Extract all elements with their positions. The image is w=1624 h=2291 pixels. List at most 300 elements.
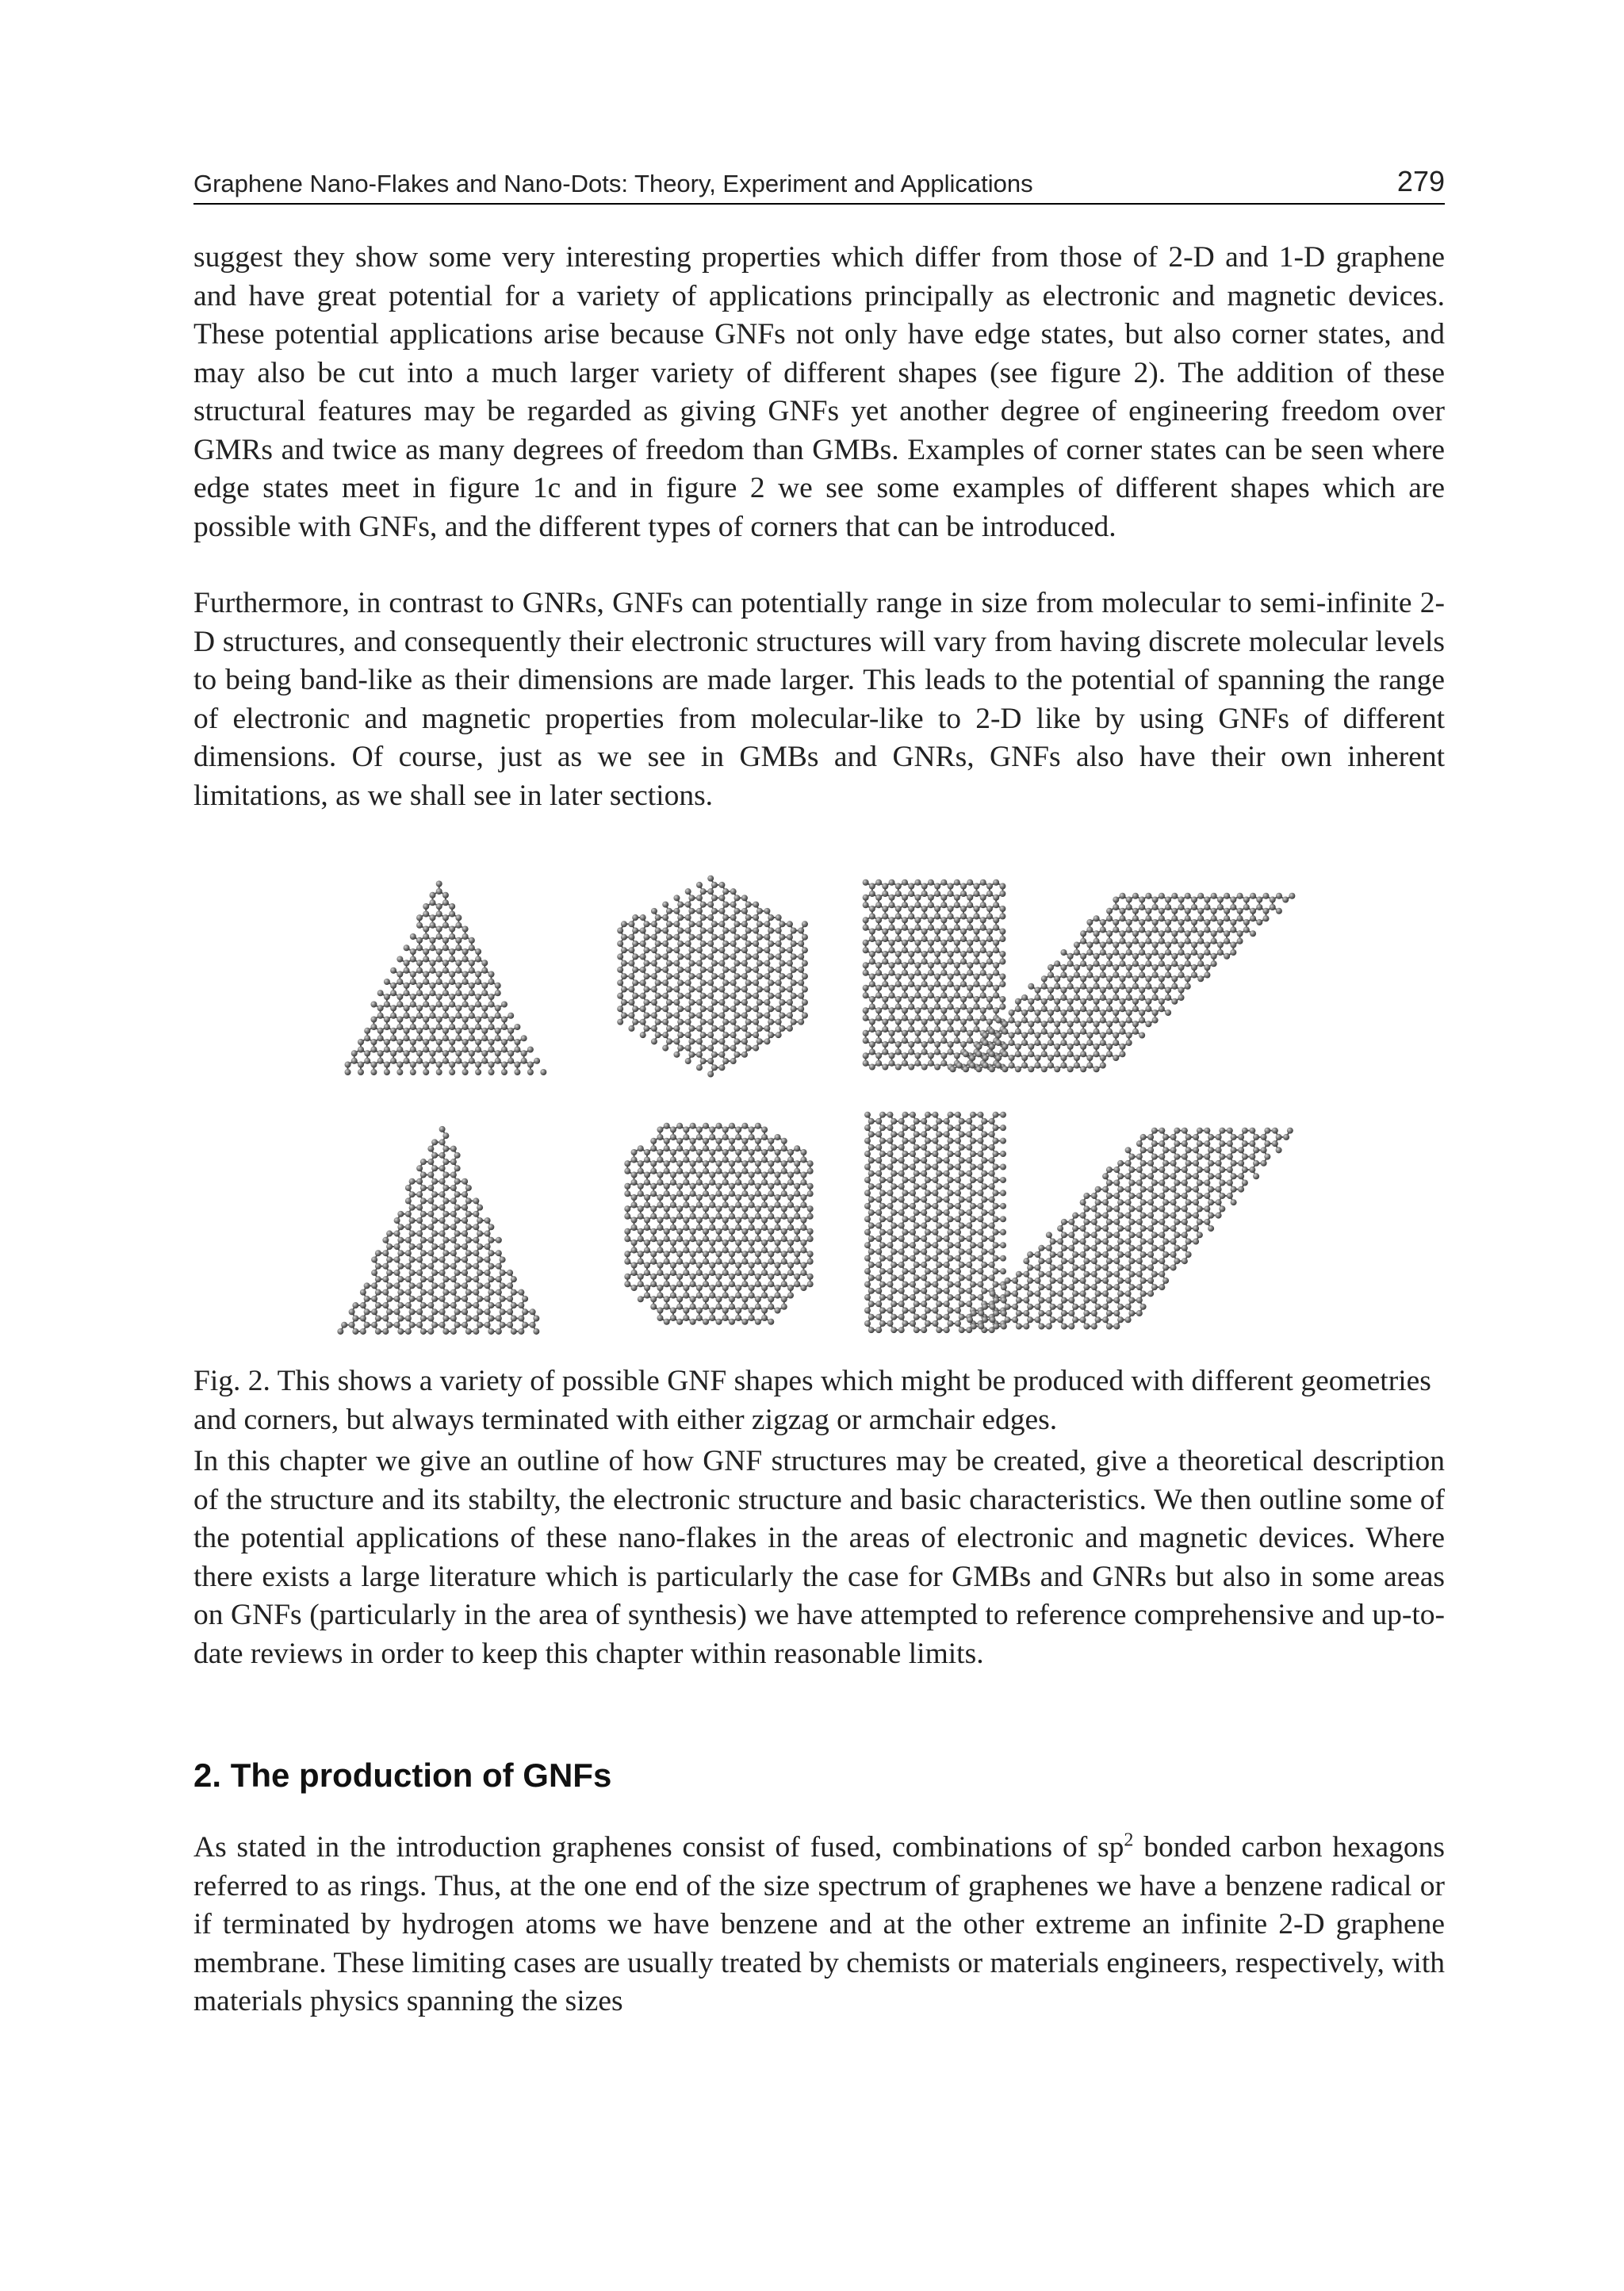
carbon-atom	[733, 921, 740, 927]
carbon-atom	[986, 891, 993, 897]
carbon-atom	[409, 1308, 416, 1315]
carbon-atom	[895, 891, 902, 897]
carbon-atom	[794, 1228, 800, 1235]
carbon-atom	[1211, 908, 1217, 914]
carbon-atom	[1174, 1167, 1180, 1173]
carbon-atom	[709, 1285, 715, 1291]
carbon-atom	[1204, 1128, 1210, 1134]
carbon-atom	[396, 1039, 403, 1045]
carbon-atom	[864, 1203, 871, 1209]
carbon-atom	[992, 1229, 998, 1236]
carbon-atom	[1216, 1160, 1222, 1167]
carbon-atom	[431, 1308, 438, 1315]
carbon-atom	[360, 1328, 366, 1335]
carbon-atom	[1080, 1304, 1086, 1310]
carbon-atom	[1126, 994, 1132, 1001]
carbon-atom	[700, 1045, 707, 1052]
carbon-atom	[632, 993, 638, 999]
carbon-atom	[700, 953, 707, 960]
carbon-atom	[947, 1151, 953, 1157]
carbon-atom	[910, 1177, 916, 1183]
carbon-atom	[1068, 1271, 1074, 1278]
carbon-atom	[967, 970, 973, 976]
carbon-atom	[1262, 915, 1269, 921]
carbon-atom	[1015, 1021, 1021, 1027]
carbon-atom	[887, 1242, 893, 1248]
carbon-atom	[481, 1058, 488, 1064]
carbon-atom	[992, 1190, 998, 1196]
carbon-atom	[514, 1039, 520, 1045]
carbon-atom	[787, 1247, 794, 1254]
carbon-atom	[449, 948, 455, 955]
carbon-atom	[1102, 1225, 1109, 1232]
carbon-atom	[651, 934, 657, 941]
carbon-atom	[914, 1157, 920, 1163]
carbon-atom	[940, 1007, 947, 1013]
carbon-atom	[1074, 1063, 1080, 1069]
carbon-atom	[469, 1005, 475, 1011]
carbon-atom	[462, 1178, 468, 1185]
carbon-atom	[617, 979, 623, 986]
carbon-atom	[895, 951, 902, 957]
carbon-atom	[944, 1183, 950, 1190]
carbon-atom	[807, 1228, 814, 1235]
carbon-atom	[749, 1262, 755, 1269]
carbon-atom	[1094, 1044, 1100, 1050]
carbon-atom	[936, 1183, 942, 1190]
carbon-atom	[960, 1004, 967, 1010]
carbon-atom	[370, 1039, 377, 1045]
carbon-atom	[1083, 1219, 1090, 1225]
carbon-atom	[1057, 1278, 1063, 1284]
carbon-atom	[1128, 1258, 1135, 1264]
carbon-atom	[416, 1256, 423, 1262]
carbon-atom	[673, 921, 680, 927]
carbon-atom	[1145, 908, 1151, 914]
carbon-atom	[416, 1205, 423, 1211]
carbon-atom	[1125, 1264, 1132, 1270]
carbon-atom	[707, 993, 714, 999]
carbon-atom	[730, 902, 737, 908]
carbon-atom	[902, 1138, 908, 1144]
carbon-atom	[902, 947, 908, 953]
carbon-atom	[511, 1316, 517, 1322]
carbon-atom	[1216, 1186, 1222, 1193]
carbon-atom	[638, 1281, 644, 1287]
carbon-atom	[455, 990, 462, 996]
carbon-atom	[794, 1145, 800, 1151]
carbon-atom	[670, 1202, 676, 1209]
carbon-atom	[981, 1288, 987, 1294]
carbon-atom	[640, 953, 646, 960]
carbon-atom	[1272, 1128, 1278, 1134]
carbon-atom	[488, 1024, 495, 1030]
carbon-atom	[959, 1170, 965, 1177]
carbon-atom	[898, 1236, 905, 1242]
carbon-atom	[624, 1183, 630, 1190]
carbon-atom	[1147, 1147, 1154, 1153]
carbon-atom	[787, 1149, 794, 1155]
carbon-atom	[925, 1242, 931, 1248]
carbon-atom	[794, 1281, 800, 1287]
carbon-atom	[1125, 1316, 1132, 1323]
carbon-atom	[1162, 1239, 1169, 1245]
carbon-atom	[956, 1063, 963, 1069]
carbon-atom	[1136, 1310, 1143, 1316]
carbon-atom	[948, 883, 954, 890]
carbon-atom	[1185, 1251, 1192, 1258]
carbon-atom	[404, 1058, 410, 1064]
carbon-atom	[745, 1006, 752, 1012]
carbon-atom	[1068, 1284, 1074, 1290]
carbon-atom	[1048, 987, 1054, 994]
carbon-atom	[657, 1127, 663, 1133]
carbon-atom	[436, 948, 442, 955]
carbon-atom	[768, 1006, 774, 1012]
carbon-atom	[1178, 904, 1185, 910]
carbon-atom	[1035, 994, 1041, 1001]
carbon-atom	[676, 1281, 683, 1287]
carbon-atom	[891, 1183, 897, 1190]
carbon-atom	[902, 1007, 908, 1013]
carbon-atom	[955, 1229, 961, 1236]
carbon-atom	[1068, 1245, 1074, 1251]
carbon-atom	[887, 1112, 893, 1118]
carbon-atom	[807, 1190, 814, 1197]
carbon-atom	[914, 992, 921, 998]
carbon-atom	[1171, 983, 1178, 990]
carbon-atom	[1238, 1186, 1244, 1193]
carbon-atom	[420, 1237, 427, 1243]
carbon-atom	[455, 967, 462, 974]
carbon-atom	[673, 947, 680, 953]
carbon-atom	[902, 1190, 908, 1196]
carbon-atom	[1094, 1029, 1100, 1035]
carbon-atom	[410, 971, 416, 978]
carbon-atom	[465, 1316, 472, 1322]
carbon-atom	[735, 1172, 741, 1178]
carbon-atom	[887, 1308, 893, 1314]
carbon-atom	[1113, 919, 1119, 925]
carbon-atom	[1061, 1219, 1067, 1225]
carbon-atom	[966, 1223, 972, 1229]
carbon-atom	[462, 1282, 468, 1289]
carbon-atom	[1151, 1284, 1158, 1290]
carbon-atom	[439, 1152, 446, 1159]
carbon-atom	[384, 1002, 390, 1008]
carbon-atom	[775, 1149, 781, 1155]
carbon-atom	[730, 967, 737, 973]
carbon-atom	[960, 914, 967, 920]
carbon-atom	[986, 914, 993, 920]
carbon-atom	[427, 1263, 434, 1270]
carbon-atom	[670, 1315, 676, 1321]
carbon-atom	[755, 1183, 761, 1190]
carbon-atom	[1072, 1264, 1078, 1270]
carbon-atom	[982, 1063, 989, 1069]
carbon-atom	[940, 1060, 947, 1067]
carbon-atom	[527, 1047, 534, 1053]
carbon-atom	[696, 908, 703, 914]
carbon-atom	[1171, 998, 1178, 1005]
carbon-atom	[800, 1224, 806, 1231]
carbon-atom	[761, 1127, 768, 1133]
carbon-atom	[989, 1157, 995, 1163]
carbon-atom	[999, 974, 1005, 980]
carbon-atom	[1132, 938, 1139, 944]
carbon-atom	[989, 1223, 995, 1229]
carbon-atom	[718, 1025, 725, 1032]
carbon-atom	[925, 1268, 931, 1274]
carbon-atom	[396, 1047, 403, 1053]
carbon-atom	[500, 1322, 506, 1328]
carbon-atom	[882, 974, 888, 980]
carbon-atom	[666, 921, 672, 927]
carbon-atom	[936, 1301, 942, 1307]
carbon-atom	[450, 1328, 457, 1335]
carbon-atom	[442, 1276, 449, 1282]
carbon-atom	[631, 1270, 638, 1276]
carbon-atom	[431, 1231, 438, 1237]
carbon-atom	[617, 941, 623, 947]
carbon-atom	[959, 1314, 965, 1320]
carbon-atom	[868, 1274, 875, 1281]
carbon-atom	[394, 1282, 400, 1289]
carbon-atom	[455, 983, 462, 989]
carbon-atom	[749, 1157, 755, 1163]
carbon-atom	[1231, 1147, 1237, 1153]
carbon-atom	[1204, 1193, 1210, 1199]
carbon-atom	[1080, 938, 1086, 944]
carbon-atom	[1165, 919, 1171, 925]
carbon-atom	[455, 1050, 462, 1056]
carbon-atom	[882, 981, 888, 987]
carbon-atom	[864, 1242, 871, 1248]
carbon-atom	[921, 1301, 927, 1307]
carbon-atom	[670, 1308, 676, 1314]
carbon-atom	[977, 1203, 983, 1209]
carbon-atom	[992, 1164, 998, 1170]
carbon-atom	[768, 1032, 774, 1038]
carbon-atom	[908, 1049, 914, 1055]
carbon-atom	[768, 1251, 774, 1257]
carbon-atom	[1086, 987, 1093, 994]
carbon-atom	[696, 1315, 703, 1321]
carbon-atom	[910, 1216, 916, 1222]
carbon-atom	[887, 1229, 893, 1236]
carbon-atom	[787, 987, 793, 993]
carbon-atom	[1193, 1239, 1199, 1245]
carbon-atom	[741, 1038, 748, 1044]
carbon-atom	[651, 960, 657, 967]
carbon-atom	[781, 1138, 787, 1144]
carbon-atom	[992, 1282, 998, 1288]
carbon-atom	[932, 1282, 938, 1288]
carbon-atom	[1151, 1167, 1158, 1173]
carbon-atom	[442, 1035, 449, 1041]
carbon-atom	[936, 1144, 942, 1151]
carbon-atom	[488, 1302, 494, 1308]
carbon-atom	[977, 1229, 983, 1236]
carbon-atom	[1041, 998, 1048, 1005]
carbon-atom	[638, 1205, 644, 1212]
carbon-atom	[1100, 964, 1106, 971]
carbon-atom	[673, 987, 680, 993]
carbon-atom	[501, 1024, 508, 1030]
carbon-atom	[683, 1262, 689, 1269]
carbon-atom	[442, 922, 449, 929]
carbon-atom	[914, 895, 921, 901]
carbon-atom	[700, 993, 707, 999]
carbon-atom	[791, 993, 797, 999]
carbon-atom	[677, 902, 684, 908]
carbon-atom	[644, 1262, 650, 1269]
carbon-atom	[631, 1157, 638, 1163]
carbon-atom	[791, 1006, 797, 1012]
carbon-atom	[864, 1308, 871, 1314]
carbon-atom	[1021, 1040, 1028, 1046]
carbon-atom	[1231, 1134, 1237, 1140]
carbon-atom	[753, 967, 759, 973]
carbon-atom	[450, 1185, 457, 1191]
carbon-atom	[396, 1017, 403, 1023]
carbon-atom	[638, 1228, 644, 1235]
carbon-atom	[981, 1157, 987, 1163]
carbon-atom	[948, 891, 954, 897]
carbon-atom	[1106, 1324, 1113, 1330]
carbon-atom	[1145, 998, 1151, 1005]
carbon-atom	[1178, 897, 1185, 903]
carbon-atom	[753, 1032, 759, 1038]
carbon-atom	[954, 962, 960, 968]
carbon-atom	[982, 1304, 988, 1310]
carbon-atom	[753, 902, 759, 908]
carbon-atom	[1068, 1258, 1074, 1264]
carbon-atom	[454, 1296, 461, 1302]
carbon-atom	[1193, 1213, 1199, 1219]
carbon-atom	[409, 1191, 416, 1197]
carbon-atom	[716, 1213, 722, 1220]
carbon-atom	[977, 1268, 983, 1274]
carbon-atom	[914, 1118, 920, 1124]
carbon-atom	[507, 1296, 513, 1302]
carbon-atom	[431, 1165, 438, 1171]
carbon-atom	[959, 1118, 965, 1124]
carbon-atom	[1117, 1160, 1124, 1167]
carbon-atom	[1094, 998, 1100, 1005]
carbon-atom	[1083, 1310, 1090, 1316]
carbon-atom	[869, 1064, 875, 1071]
carbon-atom	[960, 974, 967, 980]
carbon-atom	[863, 1007, 869, 1013]
carbon-atom	[488, 1062, 495, 1068]
carbon-atom	[875, 1301, 882, 1307]
carbon-atom	[1159, 953, 1165, 960]
carbon-atom	[377, 1005, 384, 1011]
carbon-atom	[1113, 1310, 1120, 1316]
carbon-atom	[992, 1242, 998, 1248]
carbon-atom	[959, 1327, 965, 1333]
carbon-atom	[1165, 897, 1171, 903]
carbon-atom	[910, 1320, 916, 1327]
carbon-atom	[442, 1197, 449, 1204]
carbon-atom	[1068, 1232, 1074, 1238]
carbon-atom	[405, 1237, 412, 1243]
carbon-atom	[898, 1248, 905, 1255]
carbon-atom	[733, 1052, 740, 1058]
carbon-atom	[1264, 1140, 1270, 1147]
carbon-atom	[722, 1149, 729, 1155]
carbon-atom	[690, 1251, 696, 1257]
carbon-atom	[1012, 1278, 1018, 1284]
carbon-atom	[370, 1047, 377, 1053]
carbon-atom	[1126, 927, 1132, 933]
carbon-atom	[1264, 1154, 1270, 1160]
carbon-atom	[1208, 1225, 1214, 1232]
carbon-atom	[755, 1304, 761, 1310]
carbon-atom	[640, 1032, 646, 1038]
carbon-atom	[462, 956, 469, 963]
carbon-atom	[1216, 1147, 1222, 1153]
carbon-atom	[980, 940, 986, 946]
carbon-atom	[718, 934, 725, 941]
carbon-atom	[1204, 1140, 1210, 1147]
carbon-atom	[1041, 975, 1048, 982]
carbon-atom	[396, 1062, 403, 1068]
carbon-atom	[934, 1004, 940, 1010]
carbon-atom	[895, 883, 902, 890]
carbon-atom	[1139, 994, 1145, 1001]
carbon-atom	[377, 990, 384, 996]
carbon-atom	[756, 1012, 763, 1018]
carbon-atom	[473, 1328, 479, 1335]
carbon-atom	[999, 959, 1005, 965]
carbon-atom	[864, 1151, 871, 1157]
carbon-atom	[1028, 1006, 1034, 1012]
carbon-atom	[522, 1296, 528, 1302]
carbon-atom	[662, 1032, 668, 1038]
carbon-atom	[716, 1296, 722, 1302]
carbon-atom	[475, 1039, 481, 1045]
carbon-atom	[914, 1052, 921, 1059]
carbon-atom	[439, 1308, 446, 1315]
carbon-atom	[662, 979, 668, 986]
carbon-atom	[781, 1228, 787, 1235]
carbon-atom	[879, 1190, 886, 1196]
carbon-atom	[787, 999, 793, 1006]
carbon-atom	[1046, 1324, 1052, 1330]
carbon-atom	[887, 1282, 893, 1288]
carbon-atom	[875, 1274, 882, 1281]
carbon-atom	[1224, 930, 1230, 937]
carbon-atom	[688, 999, 695, 1006]
carbon-atom	[481, 1050, 488, 1056]
carbon-atom	[898, 1144, 905, 1151]
carbon-atom	[683, 1179, 689, 1186]
carbon-atom	[707, 1032, 714, 1038]
carbon-atom	[761, 1202, 768, 1209]
carbon-atom	[716, 1138, 722, 1144]
carbon-atom	[469, 983, 475, 989]
carbon-atom	[427, 1276, 434, 1282]
carbon-atom	[1125, 1290, 1132, 1297]
carbon-atom	[879, 1151, 886, 1157]
carbon-atom	[1027, 1304, 1033, 1310]
carbon-atom	[716, 1123, 722, 1129]
carbon-atom	[787, 1012, 793, 1018]
carbon-atom	[764, 947, 770, 953]
carbon-atom	[439, 1139, 446, 1145]
